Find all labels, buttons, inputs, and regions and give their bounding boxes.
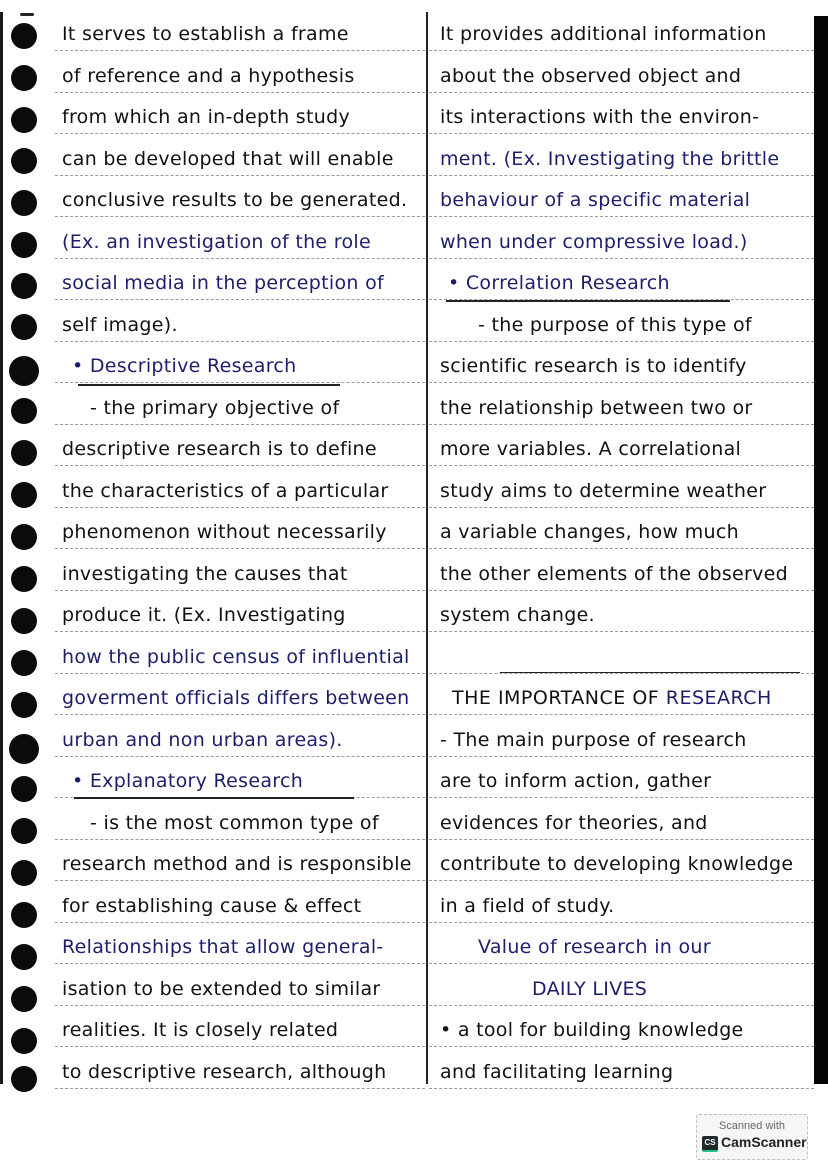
text-line: - is the most common type of (90, 812, 379, 834)
torn-mark (20, 13, 34, 16)
text-line: conclusive results to be generated. (62, 189, 408, 211)
text-line: study aims to determine weather (440, 480, 767, 502)
ruled-line (429, 341, 814, 342)
ruled-line (429, 382, 814, 383)
ruled-line (55, 756, 425, 757)
text-line: contribute to developing knowledge (440, 853, 794, 875)
ruled-line (55, 922, 425, 923)
punch-hole (11, 692, 37, 718)
text-line: phenomenon without necessarily (62, 521, 387, 543)
column-divider (426, 12, 428, 1084)
ruled-line (55, 216, 425, 217)
ruled-line (55, 631, 425, 632)
text-line: Relationships that allow general- (62, 936, 384, 958)
punch-hole (11, 944, 37, 970)
text-line: • a tool for building knowledge (440, 1019, 744, 1041)
punch-hole (11, 314, 37, 340)
ruled-line (429, 175, 814, 176)
text-line: produce it. (Ex. Investigating (62, 604, 346, 626)
descriptive-heading-underline (78, 384, 340, 386)
text-line: (Ex. an investigation of the role (62, 231, 371, 253)
punch-hole (11, 524, 37, 550)
punch-hole (11, 566, 37, 592)
ruled-line (429, 50, 814, 51)
camscanner-logo-icon: CS (702, 1136, 718, 1152)
text-line: a variable changes, how much (440, 521, 739, 543)
text-line: - the primary objective of (90, 397, 340, 419)
text-line: from which an in-depth study (62, 106, 350, 128)
ruled-line (55, 299, 425, 300)
ruled-line (429, 424, 814, 425)
ruled-line (55, 1046, 425, 1047)
ruled-line (429, 673, 814, 674)
ruled-line (429, 590, 814, 591)
punch-hole (11, 608, 37, 634)
text-line: when under compressive load.) (440, 231, 748, 253)
punch-hole (11, 482, 37, 508)
page-left-edge (0, 12, 3, 1084)
ruled-line (429, 1088, 814, 1089)
punch-hole (9, 356, 39, 386)
text-line: for establishing cause & effect (62, 895, 362, 917)
punch-hole (11, 1028, 37, 1054)
ruled-line (55, 258, 425, 259)
text-line: of reference and a hypothesis (62, 65, 355, 87)
ruled-line (55, 341, 425, 342)
watermark-brand: CamScanner (721, 1134, 807, 1150)
punch-hole (9, 734, 39, 764)
title-blue-part: RESEARCH (665, 687, 772, 709)
ruled-line (55, 548, 425, 549)
punch-hole (11, 232, 37, 258)
text-line: scientific research is to identify (440, 355, 747, 377)
punch-hole (11, 65, 37, 91)
punch-hole (11, 776, 37, 802)
camscanner-watermark (696, 1114, 808, 1160)
text-line: to descriptive research, although (62, 1061, 387, 1083)
text-line: how the public census of influential (62, 646, 410, 668)
ruled-line (429, 880, 814, 881)
ruled-line (429, 1005, 814, 1006)
text-line: behaviour of a specific material (440, 189, 751, 211)
punch-hole (11, 190, 37, 216)
ruled-line (55, 175, 425, 176)
ruled-line (55, 507, 425, 508)
text-line: and facilitating learning (440, 1061, 674, 1083)
text-line: self image). (62, 314, 178, 336)
text-line: the other elements of the observed (440, 563, 789, 585)
ruled-line (55, 839, 425, 840)
text-line: realities. It is closely related (62, 1019, 339, 1041)
punch-hole (11, 440, 37, 466)
ruled-line (429, 839, 814, 840)
ruled-line (429, 258, 814, 259)
text-line: descriptive research is to define (62, 438, 377, 460)
text-line: isation to be extended to similar (62, 978, 381, 1000)
ruled-line (429, 797, 814, 798)
punch-hole (11, 148, 37, 174)
ruled-line (429, 465, 814, 466)
ruled-line (429, 714, 814, 715)
section-heading: • Explanatory Research (72, 770, 304, 792)
text-line: goverment officials differs between (62, 687, 410, 709)
title-black-part: THE IMPORTANCE OF (452, 687, 666, 709)
text-line: urban and non urban areas). (62, 729, 343, 751)
text-line: social media in the perception of (62, 272, 384, 294)
punch-hole (11, 860, 37, 886)
ruled-line (55, 133, 425, 134)
text-line: about the observed object and (440, 65, 742, 87)
text-line: are to inform action, gather (440, 770, 712, 792)
punch-hole (11, 902, 37, 928)
text-line: ment. (Ex. Investigating the brittle (440, 148, 780, 170)
text-line: investigating the causes that (62, 563, 348, 585)
ruled-line (429, 133, 814, 134)
punch-hole (11, 1066, 37, 1092)
ruled-line (55, 50, 425, 51)
ruled-line (55, 880, 425, 881)
punch-hole (11, 818, 37, 844)
ruled-line (55, 963, 425, 964)
text-line: system change. (440, 604, 595, 626)
ruled-line (55, 424, 425, 425)
ruled-line (55, 714, 425, 715)
text-line: - the purpose of this type of (478, 314, 752, 336)
punch-hole (11, 650, 37, 676)
text-line: its interactions with the environ- (440, 106, 760, 128)
text-line: more variables. A correlational (440, 438, 742, 460)
text-line: It provides additional information (440, 23, 767, 45)
ruled-line (429, 1046, 814, 1047)
ruled-line (55, 590, 425, 591)
ruled-line (429, 756, 814, 757)
ruled-line (55, 465, 425, 466)
ruled-line (55, 382, 425, 383)
text-line: - The main purpose of research (440, 729, 747, 751)
ruled-line (429, 507, 814, 508)
ruled-line (429, 216, 814, 217)
ruled-line (429, 92, 814, 93)
ruled-line (429, 922, 814, 923)
ruled-line (55, 92, 425, 93)
section-heading: • Correlation Research (448, 272, 670, 294)
ruled-line (55, 1088, 425, 1089)
ruled-line (55, 673, 425, 674)
section-heading: • Descriptive Research (72, 355, 297, 377)
text-line: in a field of study. (440, 895, 615, 917)
text-line: can be developed that will enable (62, 148, 394, 170)
ruled-line (429, 963, 814, 964)
page-section-title (452, 684, 772, 712)
correlation-heading-underline (446, 300, 730, 302)
punch-hole (11, 986, 37, 1012)
page-right-shadow (814, 16, 828, 1084)
text-line: evidences for theories, and (440, 812, 708, 834)
punch-hole (11, 23, 37, 49)
text-line: the relationship between two or (440, 397, 753, 419)
text-line: the characteristics of a particular (62, 480, 389, 502)
ruled-line (55, 1005, 425, 1006)
ruled-line (429, 631, 814, 632)
watermark-top-text: Scanned with (718, 1120, 786, 1132)
punch-hole (11, 107, 37, 133)
section-separator (500, 672, 800, 673)
text-line: research method and is responsible (62, 853, 412, 875)
punch-hole (11, 398, 37, 424)
text-line: DAILY LIVES (532, 978, 648, 1000)
text-line: Value of research in our (478, 936, 711, 958)
text-line: It serves to establish a frame (62, 23, 349, 45)
explanatory-heading-underline (74, 797, 354, 799)
ruled-line (429, 548, 814, 549)
punch-hole (11, 273, 37, 299)
